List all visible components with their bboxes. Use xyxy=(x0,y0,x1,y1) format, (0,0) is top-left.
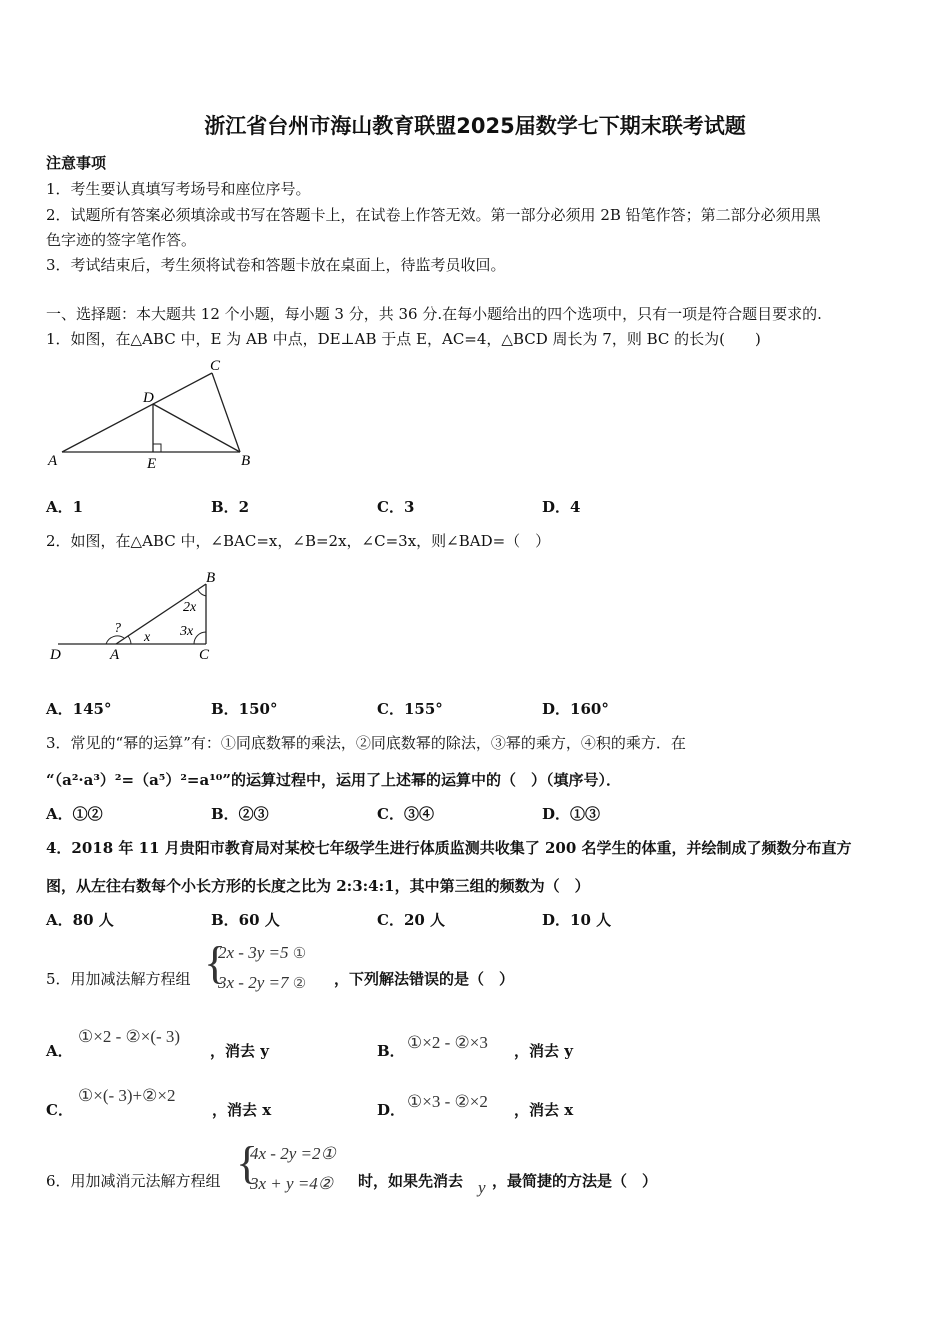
q6-equation-1: 4x - 2y =2① xyxy=(250,1144,336,1163)
q4-option-c[interactable]: C．20 人 xyxy=(377,911,446,929)
q5-option-d-label[interactable]: D． xyxy=(377,1101,406,1119)
q1-triangle-figure xyxy=(44,355,264,475)
q3-option-b[interactable]: B．②③ xyxy=(211,805,269,823)
question-5-prefix: 5．用加减法解方程组 xyxy=(46,970,191,988)
section-heading: 一、选择题：本大题共 12 个小题，每小题 3 分，共 36 分.在每小题给出的四个选项中，只有一项是符合题目要求的. xyxy=(46,305,822,323)
q5-option-d-tail: ，消去 x xyxy=(514,1101,574,1119)
q1-label-a: A xyxy=(48,453,58,469)
question-3-line-1: 3．常见的“幂的运算”有：①同底数幂的乘法，②同底数幂的除法，③幂的乘方，④积的乘方．在 xyxy=(46,734,686,752)
question-5-suffix: ，下列解法错误的是（ ） xyxy=(334,970,515,988)
q2-option-c[interactable]: C．155° xyxy=(377,700,443,718)
question-6-var: y xyxy=(478,1178,486,1197)
q2-option-b[interactable]: B．150° xyxy=(211,700,278,718)
question-4-line-2: 图，从左往右数每个小长方形的长度之比为 2:3:4:1，其中第三组的频数为（ ） xyxy=(46,877,590,895)
q2-label-d: D xyxy=(50,647,61,663)
notice-item-1: 1．考生要认真填写考场号和座位序号。 xyxy=(46,180,311,198)
q1-label-c: C xyxy=(210,358,221,374)
q5-option-c-expr: ①×(- 3)+②×2 xyxy=(78,1086,176,1105)
q1-label-b: B xyxy=(241,453,251,469)
q1-segment-ac xyxy=(62,373,212,452)
q2-triangle-figure xyxy=(44,566,234,666)
q2-label-a: A xyxy=(110,647,120,663)
question-6-mid: 时，如果先消去 xyxy=(358,1172,464,1190)
q1-option-b[interactable]: B．2 xyxy=(211,498,250,516)
question-1-text: 1．如图，在△ABC 中，E 为 AB 中点，DE⊥AB 于点 E，AC=4，△BCD 周长为 7，则 BC 的长为( ) xyxy=(46,330,761,348)
q1-option-c[interactable]: C．3 xyxy=(377,498,415,516)
q5-option-b-tail: ，消去 y xyxy=(514,1042,573,1060)
q6-system-brace: { xyxy=(236,1137,259,1188)
q3-option-c[interactable]: C．③④ xyxy=(377,805,434,823)
q5-equation-2-mark: ② xyxy=(292,976,307,992)
q2-option-a[interactable]: A．145° xyxy=(46,700,112,718)
q2-label-x: x xyxy=(144,630,151,645)
q3-option-d[interactable]: D．①③ xyxy=(542,805,601,823)
q4-option-b[interactable]: B．60 人 xyxy=(211,911,280,929)
q1-segment-db xyxy=(153,404,240,452)
q2-label-b: B xyxy=(206,570,216,586)
q1-option-a[interactable]: A．1 xyxy=(46,498,84,516)
question-6-suffix: ，最简捷的方法是（ ） xyxy=(492,1172,658,1190)
q1-option-d[interactable]: D．4 xyxy=(542,498,581,516)
q2-label-question: ? xyxy=(114,621,121,636)
q5-system-brace: { xyxy=(204,937,227,988)
notice-item-2-cont: 色字迹的签字笔作答。 xyxy=(46,231,197,249)
q5-option-a-tail: ，消去 y xyxy=(210,1042,269,1060)
q5-equation-2 xyxy=(218,973,306,993)
q2-label-c: C xyxy=(199,647,210,663)
q4-option-d[interactable]: D．10 人 xyxy=(542,911,612,929)
q5-option-b-label[interactable]: B． xyxy=(377,1042,405,1060)
q6-equation-2: 3x + y =4② xyxy=(250,1174,334,1193)
q1-label-e: E xyxy=(147,456,157,472)
question-2-text: 2．如图，在△ABC 中，∠BAC=x，∠B=2x，∠C=3x，则∠BAD=（ ） xyxy=(46,532,551,550)
notice-heading: 注意事项 xyxy=(46,154,107,172)
q2-angle-c-arc xyxy=(194,632,206,644)
q5-option-c-label[interactable]: C． xyxy=(46,1101,73,1119)
q1-segment-cb xyxy=(212,373,240,452)
question-6-prefix: 6．用加减消元法解方程组 xyxy=(46,1172,221,1190)
q2-label-3x: 3x xyxy=(180,624,194,639)
q5-option-c-tail: ，消去 x xyxy=(212,1101,272,1119)
q1-right-angle-mark xyxy=(153,444,161,452)
q2-angle-b-arc xyxy=(198,590,206,596)
question-3-line-2: “（a²·a³）²=（a⁵）²=a¹⁰”的运算过程中，运用了上述幂的运算中的（ ）（填序号）． xyxy=(46,771,621,789)
page-title: 浙江省台州市海山教育联盟2025届数学七下期末联考试题 xyxy=(204,114,746,138)
q2-option-d[interactable]: D．160° xyxy=(542,700,609,718)
notice-item-3: 3．考试结束后，考生须将试卷和答题卡放在桌面上，待监考员收回。 xyxy=(46,256,506,274)
q5-equation-1-mark: ① xyxy=(292,946,307,962)
q5-equation-1-expr: 2x - 3y =5 xyxy=(218,943,289,962)
q5-option-a-label[interactable]: A． xyxy=(46,1042,73,1060)
notice-item-2: 2．试题所有答案必须填涂或书写在答题卡上，在试卷上作答无效。第一部分必须用 2B 铅笔作答；第二部分必须用黑 xyxy=(46,206,821,224)
q5-equation-2-expr: 3x - 2y =7 xyxy=(218,973,289,992)
question-4-line-1: 4．2018 年 11 月贵阳市教育局对某校七年级学生进行体质监测共收集了 200 名学生的体重，并绘制成了频数分布直方 xyxy=(46,839,852,857)
q3-option-a[interactable]: A．①② xyxy=(46,805,103,823)
q4-option-a[interactable]: A．80 人 xyxy=(46,911,114,929)
q5-equation-1 xyxy=(218,943,306,963)
q5-option-b-expr: ①×2 - ②×3 xyxy=(407,1033,488,1052)
q2-angle-x-arc xyxy=(128,636,131,644)
q5-option-a-expr: ①×2 - ②×(- 3) xyxy=(78,1027,181,1046)
q5-option-d-expr: ①×3 - ②×2 xyxy=(407,1092,488,1111)
q2-label-2x: 2x xyxy=(183,600,197,615)
q1-label-d: D xyxy=(143,390,154,406)
